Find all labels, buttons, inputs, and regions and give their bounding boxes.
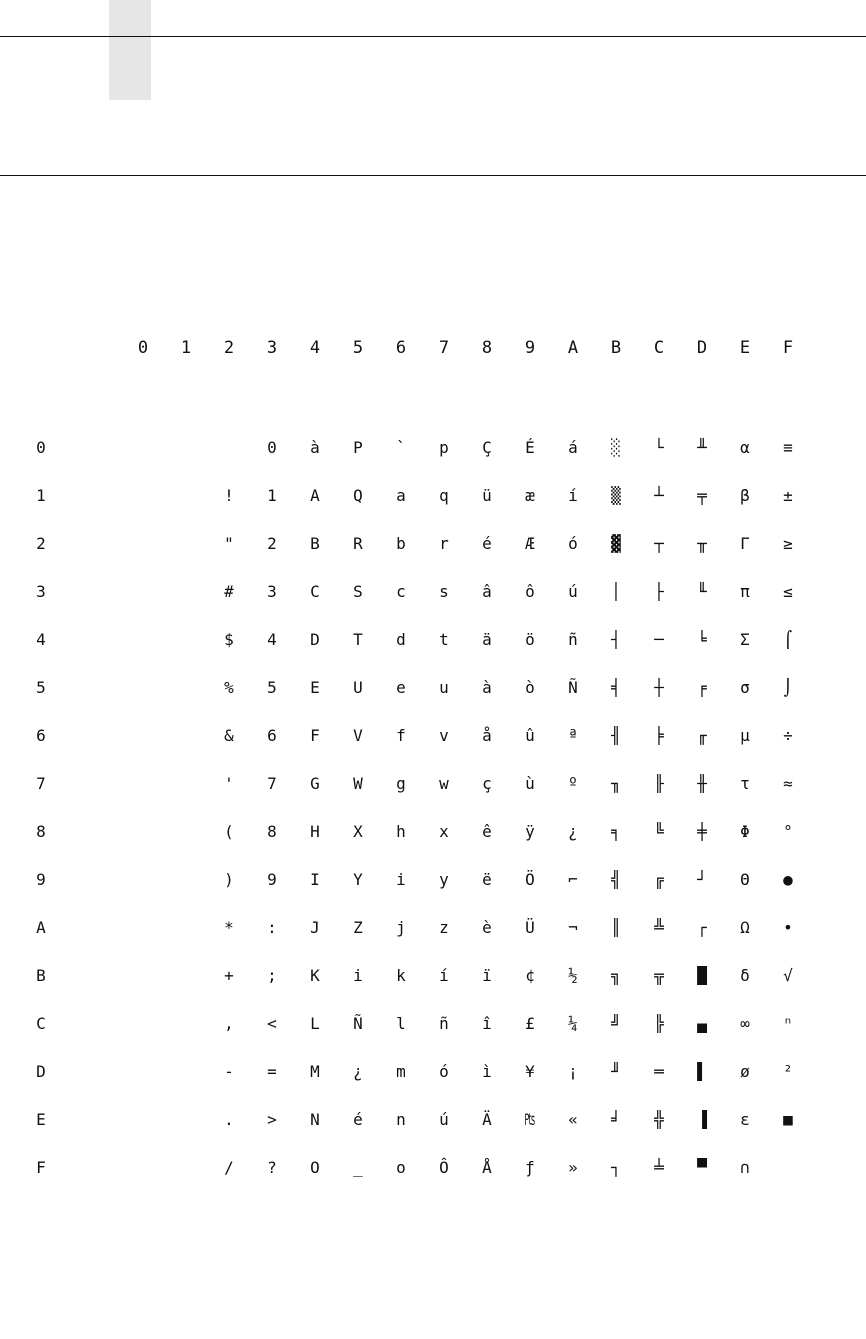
char-cell-FD: ² <box>783 1062 793 1081</box>
column-header-F: F <box>782 338 794 358</box>
char-cell-D3: ╙ <box>697 582 707 601</box>
char-cell-6C: l <box>396 1014 406 1033</box>
char-cell-88: ê <box>482 822 492 841</box>
char-cell-22: " <box>224 534 234 553</box>
column-header-9: 9 <box>524 338 536 358</box>
char-cell-F7: ≈ <box>783 774 793 793</box>
char-cell-DC: ▄ <box>697 1014 707 1033</box>
char-cell-B0: ░ <box>611 438 621 457</box>
char-cell-27: ' <box>224 774 234 793</box>
char-cell-26: & <box>224 726 234 745</box>
char-cell-8C: î <box>482 1014 492 1033</box>
char-cell-87: ç <box>482 774 492 793</box>
char-cell-6D: m <box>396 1062 406 1081</box>
char-cell-B7: ╖ <box>611 774 621 793</box>
char-cell-2C: , <box>224 1014 234 1033</box>
char-cell-D0: ╨ <box>697 438 707 457</box>
char-cell-3D: = <box>267 1062 277 1081</box>
char-cell-E3: π <box>740 582 750 601</box>
char-cell-4E: N <box>310 1110 320 1129</box>
char-cell-94: ö <box>525 630 535 649</box>
char-cell-93: ô <box>525 582 535 601</box>
char-cell-47: G <box>310 774 320 793</box>
char-cell-D4: ╘ <box>697 630 707 649</box>
char-cell-25: % <box>224 678 234 697</box>
char-cell-5B: i <box>353 966 363 985</box>
char-cell-82: é <box>482 534 492 553</box>
char-cell-C2: ┬ <box>654 534 664 553</box>
char-cell-7D: ó <box>439 1062 449 1081</box>
char-cell-F4: ⌠ <box>783 630 793 649</box>
column-header-3: 3 <box>266 338 278 358</box>
char-cell-42: B <box>310 534 320 553</box>
char-cell-C0: └ <box>654 438 664 457</box>
char-cell-9A: Ü <box>525 918 535 937</box>
char-cell-BA: ║ <box>611 918 621 937</box>
char-cell-76: v <box>439 726 449 745</box>
char-cell-34: 4 <box>267 630 277 649</box>
row-header-1: 1 <box>36 486 46 505</box>
char-cell-2D: - <box>224 1062 234 1081</box>
char-cell-B5: ╡ <box>611 678 621 697</box>
char-cell-FA: • <box>783 918 793 937</box>
char-cell-46: F <box>310 726 320 745</box>
char-cell-D1: ╤ <box>697 486 707 505</box>
char-cell-2E: . <box>224 1110 234 1129</box>
char-cell-7E: ú <box>439 1110 449 1129</box>
column-header-1: 1 <box>180 338 192 358</box>
char-cell-E2: Γ <box>740 534 750 553</box>
char-cell-AA: ¬ <box>568 918 578 937</box>
char-cell-2B: + <box>224 966 234 985</box>
char-cell-38: 8 <box>267 822 277 841</box>
char-cell-59: Y <box>353 870 363 889</box>
char-cell-BF: ┐ <box>611 1158 621 1177</box>
row-header-3: 3 <box>36 582 46 601</box>
char-cell-D8: ╪ <box>697 822 707 841</box>
char-cell-50: P <box>353 438 363 457</box>
char-cell-AE: « <box>568 1110 578 1129</box>
char-cell-A8: ¿ <box>568 822 578 841</box>
char-cell-A6: ª <box>568 726 578 745</box>
char-cell-28: ( <box>224 822 234 841</box>
char-cell-E4: Σ <box>740 630 750 649</box>
char-cell-63: c <box>396 582 406 601</box>
char-cell-33: 3 <box>267 582 277 601</box>
char-cell-69: i <box>396 870 406 889</box>
char-cell-D7: ╫ <box>697 774 707 793</box>
char-cell-B9: ╣ <box>611 870 621 889</box>
char-cell-B2: ▓ <box>611 534 621 553</box>
char-cell-9E: ₧ <box>525 1110 535 1129</box>
char-cell-86: å <box>482 726 492 745</box>
char-cell-7A: z <box>439 918 449 937</box>
char-cell-A5: Ñ <box>568 678 578 697</box>
char-cell-78: x <box>439 822 449 841</box>
char-cell-BC: ╝ <box>611 1014 621 1033</box>
char-cell-E0: α <box>740 438 750 457</box>
char-cell-57: W <box>353 774 363 793</box>
char-cell-E8: Φ <box>740 822 750 841</box>
char-cell-3E: > <box>267 1110 277 1129</box>
char-cell-99: Ö <box>525 870 535 889</box>
char-cell-AF: » <box>568 1158 578 1177</box>
char-cell-4B: K <box>310 966 320 985</box>
char-cell-D9: ┘ <box>697 870 707 889</box>
char-cell-B6: ╢ <box>611 726 621 745</box>
char-cell-F6: ÷ <box>783 726 793 745</box>
char-cell-BE: ╛ <box>611 1110 621 1129</box>
char-cell-BB: ╗ <box>611 966 621 985</box>
char-cell-77: w <box>439 774 449 793</box>
row-header-C: C <box>36 1014 46 1033</box>
char-cell-FB: √ <box>783 966 793 985</box>
char-cell-85: à <box>482 678 492 697</box>
char-cell-8B: ï <box>482 966 492 985</box>
char-cell-4C: L <box>310 1014 320 1033</box>
char-cell-BD: ╜ <box>611 1062 621 1081</box>
char-cell-43: C <box>310 582 320 601</box>
char-cell-6B: k <box>396 966 406 985</box>
column-header-D: D <box>696 338 708 358</box>
char-cell-A1: í <box>568 486 578 505</box>
char-cell-CE: ╬ <box>654 1110 664 1129</box>
char-cell-C9: ╔ <box>654 870 664 889</box>
char-cell-62: b <box>396 534 406 553</box>
char-cell-39: 9 <box>267 870 277 889</box>
char-cell-75: u <box>439 678 449 697</box>
column-header-6: 6 <box>395 338 407 358</box>
row-header-4: 4 <box>36 630 46 649</box>
char-cell-A7: º <box>568 774 578 793</box>
char-cell-67: g <box>396 774 406 793</box>
char-cell-DE: ▐ <box>697 1110 707 1129</box>
char-cell-83: â <box>482 582 492 601</box>
row-header-8: 8 <box>36 822 46 841</box>
char-cell-5C: Ñ <box>353 1014 363 1033</box>
char-cell-3B: ; <box>267 966 277 985</box>
char-cell-8A: è <box>482 918 492 937</box>
char-cell-24: $ <box>224 630 234 649</box>
char-cell-4F: O <box>310 1158 320 1177</box>
row-header-E: E <box>36 1110 46 1129</box>
char-cell-65: e <box>396 678 406 697</box>
char-cell-7B: í <box>439 966 449 985</box>
column-header-7: 7 <box>438 338 450 358</box>
char-cell-E6: µ <box>740 726 750 745</box>
char-cell-80: Ç <box>482 438 492 457</box>
char-cell-98: ÿ <box>525 822 535 841</box>
char-cell-2F: / <box>224 1158 234 1177</box>
char-cell-CA: ╩ <box>654 918 664 937</box>
char-cell-64: d <box>396 630 406 649</box>
char-cell-C3: ├ <box>654 582 664 601</box>
char-cell-A9: ⌐ <box>568 870 578 889</box>
char-cell-EB: δ <box>740 966 750 985</box>
char-cell-51: Q <box>353 486 363 505</box>
column-header-0: 0 <box>137 338 149 358</box>
char-cell-35: 5 <box>267 678 277 697</box>
row-header-5: 5 <box>36 678 46 697</box>
char-cell-A0: á <box>568 438 578 457</box>
char-cell-40: à <box>310 438 320 457</box>
char-cell-95: ò <box>525 678 535 697</box>
row-header-6: 6 <box>36 726 46 745</box>
char-cell-96: û <box>525 726 535 745</box>
char-cell-97: ù <box>525 774 535 793</box>
char-cell-60: ` <box>396 438 406 457</box>
char-cell-6A: j <box>396 918 406 937</box>
char-cell-AB: ½ <box>568 966 578 985</box>
char-cell-EF: ∩ <box>740 1158 750 1177</box>
char-cell-F0: ≡ <box>783 438 793 457</box>
char-cell-C8: ╚ <box>654 822 664 841</box>
char-cell-70: p <box>439 438 449 457</box>
char-cell-31: 1 <box>267 486 277 505</box>
column-header-A: A <box>567 338 579 358</box>
char-cell-F3: ≤ <box>783 582 793 601</box>
char-cell-9F: ƒ <box>525 1158 535 1177</box>
char-cell-3C: < <box>267 1014 277 1033</box>
char-cell-29: ) <box>224 870 234 889</box>
char-cell-9C: £ <box>525 1014 535 1033</box>
char-cell-CB: ╦ <box>654 966 664 985</box>
char-cell-DD: ▌ <box>697 1062 707 1081</box>
char-cell-A4: ñ <box>568 630 578 649</box>
char-cell-7F: Ô <box>439 1158 449 1177</box>
char-cell-B8: ╕ <box>611 822 621 841</box>
char-cell-E7: τ <box>740 774 750 793</box>
char-cell-5A: Z <box>353 918 363 937</box>
char-cell-5E: é <box>353 1110 363 1129</box>
column-header-B: B <box>610 338 622 358</box>
char-cell-F1: ± <box>783 486 793 505</box>
char-cell-30: 0 <box>267 438 277 457</box>
char-cell-58: X <box>353 822 363 841</box>
char-cell-CD: ═ <box>654 1062 664 1081</box>
char-cell-D2: ╥ <box>697 534 707 553</box>
char-cell-C1: ┴ <box>654 486 664 505</box>
char-cell-E5: σ <box>740 678 750 697</box>
char-cell-73: s <box>439 582 449 601</box>
char-cell-2A: * <box>224 918 234 937</box>
column-header-C: C <box>653 338 665 358</box>
char-cell-79: y <box>439 870 449 889</box>
char-cell-FE: ■ <box>783 1110 793 1129</box>
column-header-4: 4 <box>309 338 321 358</box>
char-cell-56: V <box>353 726 363 745</box>
char-cell-C5: ┼ <box>654 678 664 697</box>
row-header-7: 7 <box>36 774 46 793</box>
char-cell-21: ! <box>224 486 234 505</box>
char-cell-74: t <box>439 630 449 649</box>
char-cell-DF: ▀ <box>697 1158 707 1177</box>
char-cell-6F: o <box>396 1158 406 1177</box>
char-cell-54: T <box>353 630 363 649</box>
char-cell-FC: ⁿ <box>783 1014 793 1033</box>
row-header-9: 9 <box>36 870 46 889</box>
char-cell-C4: ─ <box>654 630 664 649</box>
char-cell-ED: ø <box>740 1062 750 1081</box>
char-cell-EA: Ω <box>740 918 750 937</box>
char-cell-72: r <box>439 534 449 553</box>
char-cell-84: ä <box>482 630 492 649</box>
char-cell-53: S <box>353 582 363 601</box>
char-cell-90: É <box>525 438 535 457</box>
char-cell-44: D <box>310 630 320 649</box>
char-cell-DA: ┌ <box>697 918 707 937</box>
column-header-8: 8 <box>481 338 493 358</box>
char-cell-71: q <box>439 486 449 505</box>
char-cell-61: a <box>396 486 406 505</box>
char-cell-4D: M <box>310 1062 320 1081</box>
char-cell-A3: ú <box>568 582 578 601</box>
row-header-0: 0 <box>36 438 46 457</box>
row-header-A: A <box>36 918 46 937</box>
char-cell-A2: ó <box>568 534 578 553</box>
char-cell-92: Æ <box>525 534 535 553</box>
char-cell-3A: : <box>267 918 277 937</box>
char-cell-8E: Ä <box>482 1110 492 1129</box>
char-cell-C7: ╟ <box>654 774 664 793</box>
char-cell-36: 6 <box>267 726 277 745</box>
char-cell-8D: ì <box>482 1062 492 1081</box>
row-header-B: B <box>36 966 46 985</box>
char-cell-6E: n <box>396 1110 406 1129</box>
char-cell-EE: ε <box>740 1110 750 1129</box>
char-cell-91: æ <box>525 486 535 505</box>
char-cell-B4: ┤ <box>611 630 621 649</box>
char-cell-C6: ╞ <box>654 726 664 745</box>
row-header-F: F <box>36 1158 46 1177</box>
char-cell-52: R <box>353 534 363 553</box>
char-cell-68: h <box>396 822 406 841</box>
char-cell-F8: ° <box>783 822 793 841</box>
char-cell-AD: ¡ <box>568 1062 578 1081</box>
char-cell-81: ü <box>482 486 492 505</box>
char-cell-4A: J <box>310 918 320 937</box>
row-header-2: 2 <box>36 534 46 553</box>
char-cell-89: ë <box>482 870 492 889</box>
char-cell-9B: ¢ <box>525 966 535 985</box>
char-cell-5F: _ <box>353 1158 363 1177</box>
char-cell-CF: ╧ <box>654 1158 664 1177</box>
column-header-E: E <box>739 338 751 358</box>
char-cell-D5: ╒ <box>697 678 707 697</box>
char-cell-E9: Θ <box>740 870 750 889</box>
char-cell-F9: ● <box>783 870 793 889</box>
row-header-D: D <box>36 1062 46 1081</box>
char-cell-5D: ¿ <box>353 1062 363 1081</box>
char-cell-3F: ? <box>267 1158 277 1177</box>
column-header-2: 2 <box>223 338 235 358</box>
char-cell-EC: ∞ <box>740 1014 750 1033</box>
char-cell-8F: Å <box>482 1158 492 1177</box>
char-cell-F5: ⌡ <box>783 678 793 697</box>
char-cell-D6: ╓ <box>697 726 707 745</box>
char-cell-32: 2 <box>267 534 277 553</box>
column-header-5: 5 <box>352 338 364 358</box>
char-cell-23: # <box>224 582 234 601</box>
char-cell-F2: ≥ <box>783 534 793 553</box>
char-cell-7C: ñ <box>439 1014 449 1033</box>
char-cell-CC: ╠ <box>654 1014 664 1033</box>
char-cell-49: I <box>310 870 320 889</box>
char-cell-66: f <box>396 726 406 745</box>
char-cell-E1: β <box>740 486 750 505</box>
char-cell-45: E <box>310 678 320 697</box>
char-cell-37: 7 <box>267 774 277 793</box>
char-cell-9D: ¥ <box>525 1062 535 1081</box>
char-cell-DB: █ <box>697 966 707 985</box>
char-cell-B1: ▒ <box>611 486 621 505</box>
char-cell-B3: │ <box>611 582 621 601</box>
char-cell-55: U <box>353 678 363 697</box>
char-cell-AC: ¼ <box>568 1014 578 1033</box>
char-cell-48: H <box>310 822 320 841</box>
char-cell-41: A <box>310 486 320 505</box>
